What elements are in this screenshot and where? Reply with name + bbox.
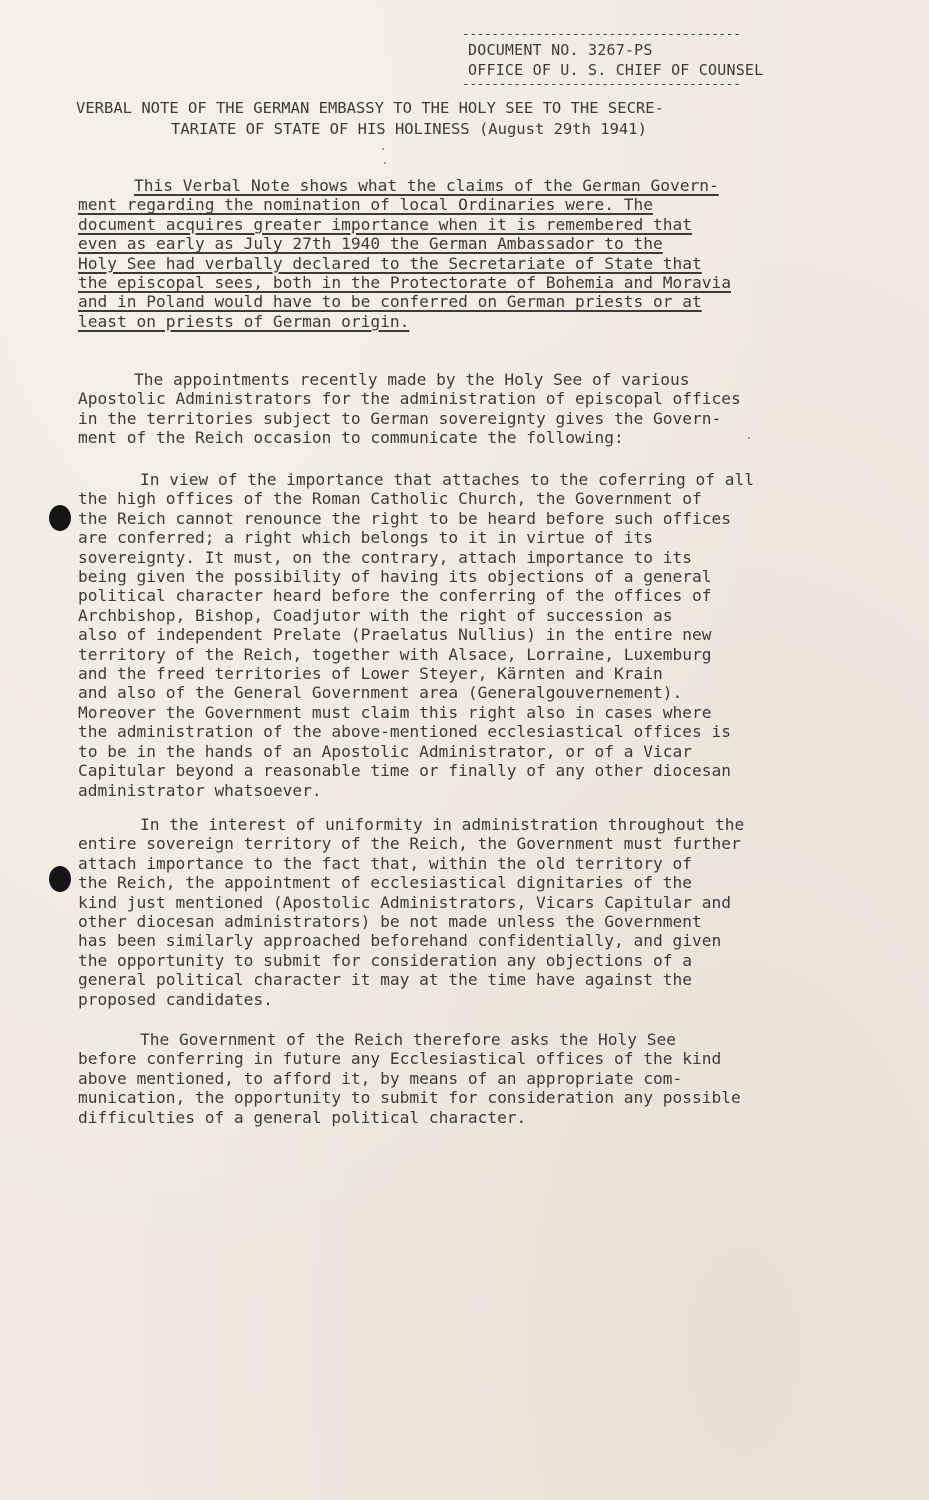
paragraph-line: and the freed territories of Lower Steyer, Kärnten and Krain	[78, 664, 663, 684]
paragraph-line: the high offices of the Roman Catholic Church, the Government of	[78, 489, 702, 509]
paragraph-line: Archbishop, Bishop, Coadjutor with the right of succession as	[78, 605, 673, 625]
paragraph-4	[78, 1030, 868, 1127]
intro-line: Holy See had verbally declared to the Secretariate of State that	[78, 253, 702, 273]
intro-line: document acquires greater importance when it is remembered that	[78, 214, 692, 234]
intro-line: and in Poland would have to be conferred on German priests or at	[78, 292, 702, 312]
paragraph-line: difficulties of a general political character.	[78, 1107, 527, 1127]
paragraph-line: entire sovereign territory of the Reich, the Government must further	[78, 834, 741, 854]
paragraph-line: proposed candidates.	[78, 989, 273, 1009]
intro-line: even as early as July 27th 1940 the German Ambassador to the	[78, 234, 663, 254]
paragraph-line: Apostolic Administrators for the administration of episcopal offices	[78, 389, 741, 409]
paragraph-line: general political character it may at the time have against the	[78, 970, 692, 990]
paragraph-line: attach importance to the fact that, within the old territory of	[78, 853, 692, 873]
paragraph-line: ment of the Reich occasion to communicate the following:	[78, 428, 624, 448]
paragraph-line: before conferring in future any Ecclesiastical offices of the kind	[78, 1049, 722, 1069]
paragraph-line: Capitular beyond a reasonable time or finally of any other diocesan	[78, 761, 731, 781]
paragraph-line: in the territories subject to German sovereignty gives the Govern-	[78, 408, 722, 428]
paragraph-line: munication, the opportunity to submit for consideration any possible	[78, 1088, 741, 1108]
office-name: OFFICE OF U. S. CHIEF OF COUNSEL	[468, 61, 764, 79]
header-top-rule: --------------------------------------	[462, 30, 741, 40]
document-title	[76, 98, 836, 140]
title-line-1: VERBAL NOTE OF THE GERMAN EMBASSY TO THE HOLY SEE TO THE SECRE-	[76, 99, 664, 117]
paragraph-line: the Reich, the appointment of ecclesiastical dignitaries of the	[78, 873, 692, 893]
paragraph-line: to be in the hands of an Apostolic Administrator, or of a Vicar	[78, 741, 692, 761]
paragraph-line: In view of the importance that attaches to the coferring of all	[140, 470, 754, 489]
title-line-2: TARIATE OF STATE OF HIS HOLINESS (August 29th 1941)	[171, 120, 647, 138]
intro-line: least on priests of German origin.	[78, 311, 410, 331]
paragraph-line: the opportunity to submit for consideration any objections of a	[78, 950, 692, 970]
paragraph-line: also of independent Prelate (Praelatus Nullius) in the entire new	[78, 625, 712, 645]
intro-note	[78, 176, 868, 331]
paragraph-line: sovereignty. It must, on the contrary, attach importance to its	[78, 547, 692, 567]
paragraph-line: kind just mentioned (Apostolic Administrators, Vicars Capitular and	[78, 892, 731, 912]
paper-speck	[384, 162, 386, 164]
document-header	[462, 30, 842, 90]
intro-line: ment regarding the nomination of local Ordinaries were. The	[78, 195, 653, 215]
punch-hole	[49, 866, 71, 892]
intro-line: This Verbal Note shows what the claims of the German Govern-	[134, 176, 719, 195]
paragraph-3	[78, 815, 868, 1009]
paragraph-line: territory of the Reich, together with Alsace, Lorraine, Luxemburg	[78, 644, 712, 664]
header-bottom-rule: --------------------------------------	[462, 80, 741, 90]
paragraph-line: and also of the General Government area (Generalgouvernement).	[78, 683, 683, 703]
paragraph-line: The Government of the Reich therefore asks the Holy See	[140, 1030, 677, 1049]
paragraph-line: the administration of the above-mentioned ecclesiastical offices is	[78, 722, 731, 742]
paragraph-line: the Reich cannot renounce the right to be heard before such offices	[78, 508, 731, 528]
paragraph-line: being given the possibility of having its objections of a general	[78, 567, 712, 587]
paragraph-1	[78, 370, 868, 448]
document-number: DOCUMENT NO. 3267-PS	[468, 41, 653, 59]
paragraph-line: The appointments recently made by the Holy See of various	[134, 370, 690, 389]
paper-speck	[382, 148, 384, 150]
paragraph-2	[78, 470, 868, 800]
intro-line: the episcopal sees, both in the Protectorate of Bohemia and Moravia	[78, 273, 731, 293]
paragraph-line: administrator whatsoever.	[78, 780, 322, 800]
paragraph-line: Moreover the Government must claim this right also in cases where	[78, 702, 712, 722]
punch-hole	[49, 505, 71, 531]
paper-speck	[748, 437, 750, 439]
paragraph-line: political character heard before the conferring of the offices of	[78, 586, 712, 606]
paragraph-line: are conferred; a right which belongs to it in virtue of its	[78, 528, 653, 548]
paragraph-line: above mentioned, to afford it, by means of an appropriate com-	[78, 1068, 683, 1088]
paragraph-line: other diocesan administrators) be not made unless the Government	[78, 912, 702, 932]
paragraph-line: In the interest of uniformity in administration throughout the	[140, 815, 745, 834]
paragraph-line: has been similarly approached beforehand confidentially, and given	[78, 931, 722, 951]
